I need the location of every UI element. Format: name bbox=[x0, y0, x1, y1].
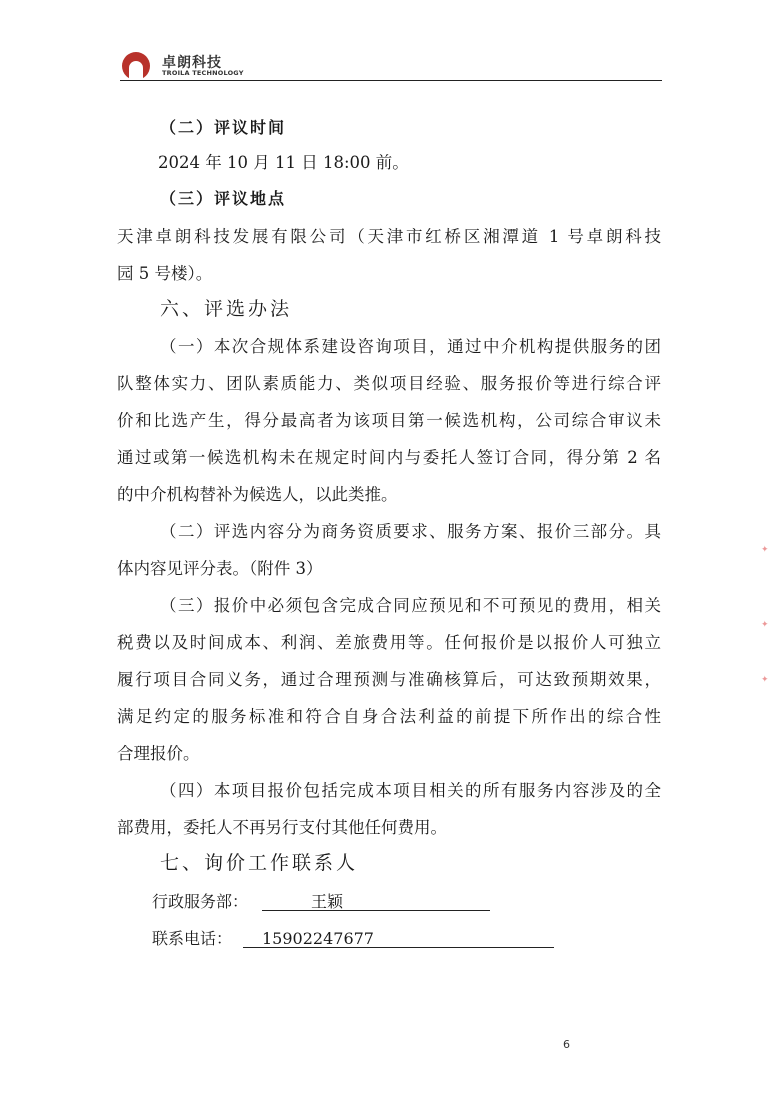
text-line: 的中介机构替补为候选人，以此类推。 bbox=[117, 485, 398, 504]
text-line: 合理报价。 bbox=[117, 744, 200, 763]
text-line: （一）本次合规体系建设咨询项目，通过中介机构提供服务的团 bbox=[160, 337, 661, 356]
section-heading-location: （三）评议地点 bbox=[160, 189, 287, 208]
dept-label: 行政服务部： bbox=[152, 892, 249, 911]
text-line: 部费用，委托人不再另行支付其他任何费用。 bbox=[117, 818, 447, 837]
seal-fragment-icon: ✦ bbox=[761, 545, 769, 555]
dept-underline bbox=[262, 892, 490, 911]
text-line: 2024 年 10 月 11 日 18:00 前。 bbox=[158, 153, 409, 172]
text-line: （二）评选内容分为商务资质要求、服务方案、报价三部分。具 bbox=[160, 522, 661, 541]
text-line: 履行项目合同义务，通过合理预测与准确核算后，可达致预期效果， bbox=[117, 670, 661, 689]
phone-label: 联系电话： bbox=[152, 929, 233, 948]
text-line: 园 5 号楼）。 bbox=[117, 264, 213, 283]
text-line: 税费以及时间成本、利润、差旅费用等。任何报价是以报价人可独立 bbox=[117, 633, 661, 652]
text-line: 价和比选产生，得分最高者为该项目第一候选机构，公司综合审议未 bbox=[117, 411, 661, 430]
header-rule bbox=[120, 80, 662, 81]
text-line: 队整体实力、团队素质能力、类似项目经验、服务报价等进行综合评 bbox=[117, 374, 661, 393]
chapter-heading-six: 六、评选办法 bbox=[160, 298, 293, 320]
seal-fragment-icon: ✦ bbox=[761, 620, 769, 630]
text-line: （四）本项目报价包括完成本项目相关的所有服务内容涉及的全 bbox=[160, 781, 661, 800]
phone-value: 15902247677 bbox=[262, 929, 374, 948]
text-line: 天津卓朗科技发展有限公司（天津市红桥区湘潭道 1 号卓朗科技 bbox=[117, 227, 661, 246]
dept-value: 王颖 bbox=[311, 892, 344, 911]
page-number: 6 bbox=[563, 1038, 570, 1051]
troila-logo-icon bbox=[120, 50, 158, 82]
page-header bbox=[120, 50, 660, 82]
text-line: （三）报价中必须包含完成合同应预见和不可预见的费用，相关 bbox=[160, 596, 661, 615]
seal-fragment-icon: ✦ bbox=[761, 675, 769, 685]
text-line: 体内容见评分表。（附件 3） bbox=[117, 559, 323, 578]
logo-chinese-name: 卓朗科技 bbox=[162, 55, 222, 71]
logo-english-name: TROILA TECHNOLOGY bbox=[162, 69, 244, 77]
text-line: 通过或第一候选机构未在规定时间内与委托人签订合同，得分第 2 名 bbox=[117, 448, 661, 467]
section-heading-time: （二）评议时间 bbox=[160, 118, 287, 137]
text-line: 满足约定的服务标准和符合自身合法利益的前提下所作出的综合性 bbox=[117, 707, 661, 726]
chapter-heading-seven: 七、询价工作联系人 bbox=[160, 852, 359, 874]
